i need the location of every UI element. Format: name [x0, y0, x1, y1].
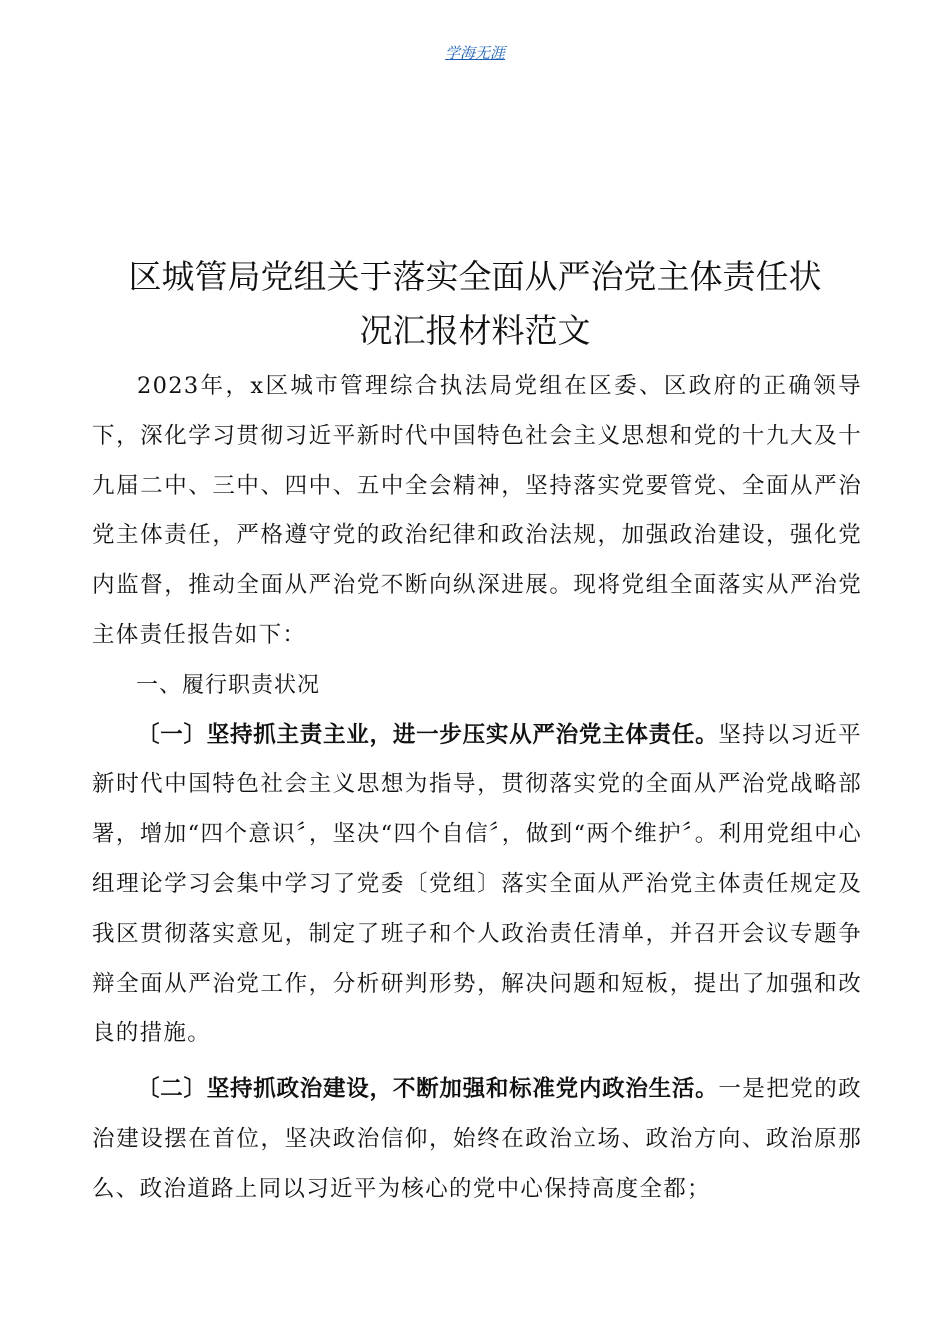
intro-paragraph: 2023年，x区城市管理综合执法局党组在区委、区政府的正确领导下，深化学习贯彻习近平新时代中国特色社会主义思想和党的十九大及十九届二中、三中、四中、五中全会精神，坚持落实党要管党、全面从严治党主体责任，严格遵守党的政治纪律和政治法规，加强政治建设，强化党内监督，推动全面从严治党不断向纵深进展。现将党组全面落实从严治党主体责任报告如下：	[92, 373, 862, 648]
title-line-2: 况汇报材料范文	[359, 311, 591, 350]
item-paragraph-1	[92, 711, 862, 1060]
item-text-2: 一是把党的政治建设摆在首位，坚决政治信仰，始终在政治立场、政治方向、政治原那么、政治道路上同以习近平为核心的党中心保持高度全都；	[92, 1076, 862, 1202]
document-body	[92, 362, 862, 1215]
item-heading-1: 〔一〕坚持抓主责主业，进一步压实从严治党主体责任。	[137, 721, 719, 748]
item-heading-2: 〔二〕坚持抓政治建设，不断加强和标准党内政治生活。	[137, 1076, 719, 1103]
title-line-1: 区城管局党组关于落实全面从严治党主体责任状	[128, 257, 822, 296]
item-text-1: 坚持以习近平新时代中国特色社会主义思想为指导，贯彻落实党的全面从严治党战略部署，增加“四个意识〞，坚决“四个自信〞，做到“两个维护〞。利用党组中心组理论学习会集中学习了党委〔党组〕落实全面从严治党主体责任规定及我区贯彻落实意见，制定了班子和个人政治责任清单，并召开会议专题争辩全面从严治党工作，分析研判形势，解决问题和短板，提出了加强和改良的措施。	[92, 721, 862, 1047]
section-heading: 一、履行职责状况	[136, 672, 321, 698]
header-link[interactable]: 学海无涯	[444, 44, 505, 62]
document-title	[80, 250, 870, 358]
item-paragraph-2	[92, 1065, 862, 1214]
